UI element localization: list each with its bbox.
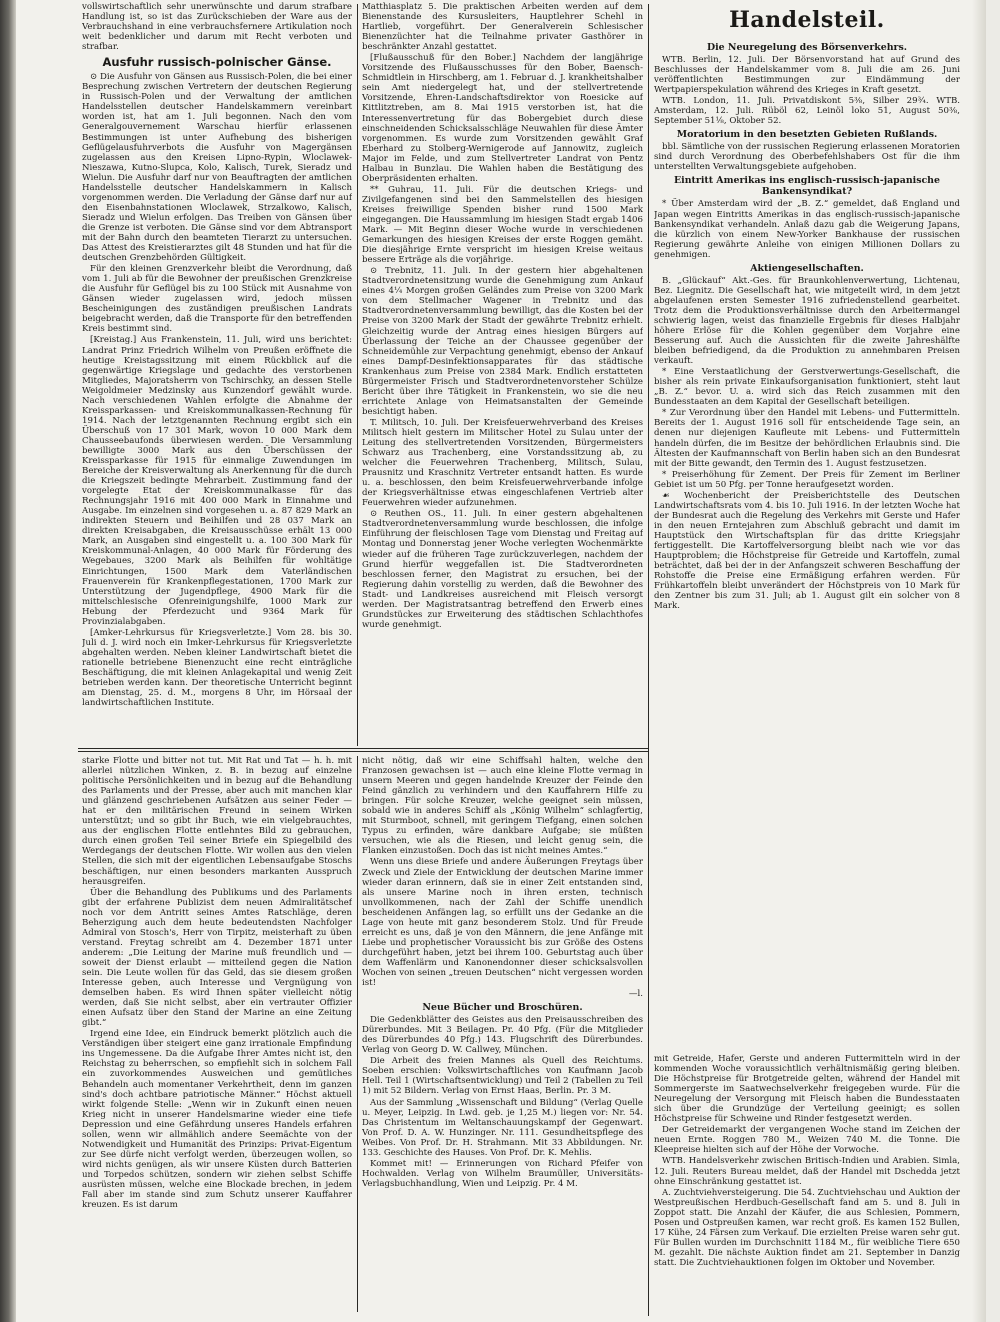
feuilleton-rule: [78, 751, 648, 752]
handelsteil-column: [654, 2, 960, 1052]
paragraph: ☙ Wochenbericht der Preisberichtstelle des Deutschen Landwirtschaftsrats vom 4. bis 10. Juli 1916. In der letzten Woche hat der Bundesrat auch die Regelung des Verkehrs mit Gerste und Hafer in den neuen Erntejahren zum Abschluß gebracht und damit im Hauptstück den Wirtschaftsplan für das dritte Kriegsjahr fertiggestellt. Die Kartoffelversorgung bleibt nach wie vor das Hauptproblem; die Höchstpreise für Getreide und Kartoffeln, zumal beträchtet, daß bei der in der Anfangszeit schweren Beschaffung der Rohstoffe die Preise eine Ermäßigung erfahren werden. Für Frühkartoffeln bleibt unverändert der Höchstpreis von 10 Mark für den Zentner bis zum 31. Juli; ab 1. August gilt ein solcher von 8 Mark.: [654, 490, 960, 612]
paragraph: * Eine Verstaatlichung der Gerstverwertungs-Gesellschaft, die bisher als rein private Einkaufsorganisation funktioniert, steht laut „B. Z.“ bevor. U. a. wird sich das Reich zusammen mit den Bundesstaaten an dem Kapital der Gesellschaft beteiligen.: [654, 367, 960, 408]
paragraph-zuchtvieh: A. Zuchtviehversteigerung. Die 54. Zuchtviehschau und Auktion der Westpreußischen Herdbuch-Gesellschaft fand am 5. und 8. Juli in Zoppot statt. Die Anzahl der Käufer, die aus Schlesien, Pommern, Posen und Ostpreußen kamen, war recht groß. Es kamen 152 Bullen, 17 Kühe, 24 Färsen zum Verkauf. Die erzielten Preise waren sehr gut. Für Bullen wurden im Durchschnitt 1184 M., für weibliche Tiere 650 M. gezahlt. Die nächste Auktion findet am 21. September in Danzig statt. Die Zuchtviehauktionen folgen im Oktober und November.: [654, 1187, 960, 1268]
book-entry: Die Gedenkblätter des Geistes aus den Preisausschreiben des Dürerbundes. Mit 3 Beilagen. Pr. 40 Pfg. (Für die Mitglieder des Dürerbundes 40 Pfg.) 143. Flugschrift des Dürerbundes. Verlag von Georg D. W. Callwey, München.: [362, 1015, 643, 1056]
paragraph: Über die Behandlung des Publikums und des Parlaments gibt der erfahrene Publizist dem neuen Admiralitätschef noch vor dem Antritt seines Amtes Ratschläge, deren Beherzigung auch dem heute bedeutendsten Nachfolger Admiral von Stosch's, Herr von Tirpitz, meisterhaft zu üben verstand. Freytag schreibt am 4. Dezember 1871 unter anderem: „Die Leitung der Marine muß freundlich und — soweit der Dienst erlaubt — mitteilend gegen die Nation sein. Die Leute wollen für das Geld, das sie diesem großen Interesse geben, auch Interesse und Vergnügung von demselben haben. Es wird Ihnen später vielleicht nötig werden, daß Sie nicht selbst, aber ein vertrauter Offizier einen Aufsatz über den Stand der Marine an eine Zeitung gibt.“: [82, 887, 352, 1029]
paragraph-militsch: T. Militsch, 10. Juli. Der Kreisfeuerwehrverband des Kreises Militsch hielt gestern im Militscher Hotel zu Sulau unter der Leitung des stellvertretenden Vorsitzenden, Bürgermeisters Schwarz aus Trachenberg, eine Vorstandssitzung ab, zu welcher die Feuerwehren Trachenberg, Militsch, Sulau, Prausnitz und Kraschnitz Vertreter entsandt hatten. Es wurde u. a. beschlossen, den beim Kreisfeuerwehrverbande infolge der Kriegsverhältnisse etwas eingeschlafenen Vertrieb alter Feuerwehren wieder aufzunehmen.: [362, 417, 643, 509]
paragraph-indien-arabien: WTB. Handelsverkehr zwischen Britisch-Indien und Arabien. Simla, 12. Juli. Reuters Bureau meldet, daß der Handel mit Dschedda jetzt ohne Einschränkung gestattet ist.: [654, 1156, 960, 1187]
handelsteil-column-lower: [654, 1054, 960, 1312]
upper-column-2: [362, 2, 643, 746]
section-masthead: Handelsteil.: [729, 7, 885, 33]
article-continuation: starke Flotte und bitter not tut. Mit Rat und Tat — h. h. mit allerlei nützlichen Winken, z. B. in bezug auf einzelne politische Persönlichkeiten und in bezug auf die Behandlung des Parlaments und der Presse, aber auch mit manchen klar und glänzend geschriebenen Aufsätzen aus seiner Feder — hat er den militärischen Freund in seinem Wirken unterstützt; und so gibt ihr Buch, wie ein vielgebrauchtes, aus der englischen Flotte entlehntes Bild zu gebrauchen, durch einen großen Teil seiner Briefe ein Spiegelbild des Werdegangs der deutschen Flotte. Wir wollen aus den vielen Stellen, die sich mit der eigentlichen Lebensaufgabe Stoschs beschäftigen, nur einen besonders markanten Ausspruch herausgreifen.: [82, 756, 352, 887]
column-rule: [357, 756, 358, 1312]
newspaper-page: [16, 0, 986, 1322]
paragraph-flussausschuss: [Flußausschuß für den Bober.] Nachdem der langjährige Vorsitzende des Flußausschusses für den Bober, Baensch-Schmidtlein in Hirschberg, am 1. Februar d. J. krankheitshalber sein Amt niedergelegt hat, und der stellvertretende Vorsitzende, Ehren-Landschaftsdirektor von Roesicke auf Kittlitztreben, am 8. Mai 1915 verstorben ist, hat die Interessenvertretung für das Bobergebiet durch diese einschneidenden Schicksalsschläge Neuwahlen für diese Ämter vorgenommen. Es wurde zum Vorsitzenden gewählt Graf Eberhard zu Stolberg-Wernigerode auf Jannowitz, zugleich Major im Felde, und zum Stellvertreter Landrat von Pentz Halbau in Bunzlau. Die Wahlen haben die Bestätigung des Oberpräsidenten erhalten.: [362, 53, 643, 184]
book-entry: Aus der Sammlung „Wissenschaft und Bildung“ (Verlag Quelle u. Meyer, Leipzig. In Lwd. geb. je 1,25 M.) liegen vor: Nr. 54. Das Christentum im Weltanschauungskampf der Gegenwart. Von Prof. D. A. W. Hunzinger. Nr. 111. Gesundheitspflege des Weibes. Von Prof. Dr. H. Strahmann. Mit 33 Abbildungen. Nr. 133. Geschichte des Hauses. Von Prof. Dr. K. Mehlis.: [362, 1097, 643, 1158]
section-heading: Eintritt Amerikas ins englisch-russisch-japanische Bankensyndikat?: [674, 175, 940, 198]
paragraph: WTB. London, 11. Juli. Privatdiskont 5⅜, Silber 29¾. WTB. Amsterdam, 12. Juli. Rüböl 62, Leinöl loko 51, August 50⅜, September 51⅛, Oktober 52.: [654, 96, 960, 127]
paragraph-guhrau: ** Guhrau, 11. Juli. Für die deutschen Kriegs- und Zivilgefangenen sind bei den Sammelstellen des hiesigen Kreises freiwillige Spenden bisher rund 1500 Mark eingegangen. Die Haussammlung im hiesigen Stadt ergab 1406 Mark. — Mit Beginn dieser Woche wurde in verschiedenen Gemarkungen des hiesigen Kreises der erste Roggen gemäht. Die diesjährige Ernte verspricht im hiesigen Kreise weitaus bessere Erträge als die vorjährige.: [362, 184, 643, 266]
author-signature: —l.: [628, 989, 643, 1000]
book-entry: Kommet mit! — Erinnerungen von Richard Pfeifer von Hochwalden. Verlag von Wilhelm Braumüller, Universitäts-Verlagsbuchhandlung, Wien und Leipzig. Pr. 4 M.: [362, 1158, 643, 1189]
column-rule: [648, 4, 649, 1316]
column-rule: [357, 4, 358, 746]
paragraph: bbl. Sämtliche von der russischen Regierung erlassenen Moratorien sind durch Verordnung des Oberbefehlshabers Ost für die ihm unterstellten Verwaltungsgebiete aufgehoben.: [654, 142, 960, 173]
paragraph: * Preiserhöhung für Zement. Der Preis für Zement im Berliner Gebiet ist um 50 Pfg. per Tonne heraufgesetzt worden.: [654, 469, 960, 490]
book-entry: Die Arbeit des freien Mannes als Quell des Reichtums. Soeben erschien: Volkswirtschaftliches von Kaufmann Jacob Hell. Teil 1 (Wirtschaftsentwicklung) und Teil 2 (Tabellen zu Teil 1) mit 52 Bildern. Verlag von Ernst Haas, Berlin. Pr. 3 M.: [362, 1056, 643, 1097]
feuilleton-column-2: [362, 756, 643, 1312]
paragraph: Irgend eine Idee, ein Eindruck bemerkt plötzlich auch die Verständigen über steigert eine ganz irrationale Empfindung ins Ungemessene. Da die Aufgabe Ihrer Amtes nicht ist, den Reichstag zu beherrschen, so empfiehlt sich in solchem Fall ein zuvorkommendes Ausweichen und gemütliches Behandeln auch momentaner Verkehrtheit, denn im ganzen sind's doch achtbare patriotische Männer.“ Höchst aktuell wirkt folgende Stelle: „Wenn wir in Zukunft einen neuen Krieg nicht in unserer Handelsmarine wieder eine tiefe Depression und eine Gefährdung unseres Handels erfahren sollen, wenn wir allmählich andere Seemächte von der Notwendigkeit und Humanität des Prinzips: Privat-Eigentum zur See dürfe nicht verfolgt werden, überzeugen wollen, so wird nichts genügen, als wir unsere Küsten durch Batterien und Torpedos schützen, sondern wir ziehen selbst Schiffe ausrüsten müssen, welche eine Blockade brechen, in jedem Fall aber im stande sind zum Schutz unserer Kauffahrer kreuzen. Es ist darum: [82, 1029, 352, 1211]
paragraph: Wenn uns diese Briefe und andere Äußerungen Freytags über Zweck und Ziele der Entwicklung der deutschen Marine immer wieder daran erinnern, daß sie in einer Zeit entstanden sind, als unsere Marine noch in ihren ersten, technisch unvollkommenen, nach der Zahl der Schiffe unendlich bescheidenen Anfängen lag, so erfüllt uns der Gedanke an die Lage von heute mit ganz besonderem Stolz. Und für Freude erreicht es uns, daß je von den Männern, die jene Anfänge mit Liebe und prophetischer Voraussicht bis zur Größe des Ostens durchgeführt haben, jetzt bei ihrem 100. Geburtstag auch über dem Waffenlärm und Kanonendonner dieser schicksalsvollen Wochen von seinen „treuen Deutschen“ nicht vergessen worden ist!: [362, 857, 643, 989]
paragraph-kreistag: [Kreistag.] Aus Frankenstein, 11. Juli, wird uns berichtet: Landrat Prinz Friedrich Wilhelm von Preußen eröffnete die heutige Kreistagssitzung mit einem Rückblick auf die gegenwärtige Kriegslage und gedachte des verstorbenen Mitgliedes, Majoratsherrn von Tschirschky, an dessen Stelle Weigoldmeier Medzinsky aus Kunzendorf gewählt wurde. Nach verschiedenen Wahlen erfolgte die Abnahme der Kreissparkassen- und Kreiskommunalkassen-Rechnung für 1914. Nach der letztgenannten Rechnung ergibt sich ein Überschuß von 17 301 Mark, wovon 10 000 Mark dem Chausseebaufonds überwiesen werden. Die Versammlung bewilligte 3000 Mark aus den Überschüssen der Kreissparkasse für 1915 für einmalige Zuwendungen im Bereiche der Kreisverwaltung als Anerkennung für die durch die Kriegszeit bedingte Mehrarbeit. Zustimmung fand der vorgelegte Etat der Kreiskommunalkasse für das Rechnungsjahr 1916 mit 400 000 Mark in Einnahme und Ausgabe. Im einzelnen sind vorgesehen u. a. 87 829 Mark an indirekten Steuern und Beihilfen und 28 037 Mark an direkten Kreisabgaben, die Kreisausschüsse erhält 13 000 Mark, an Ausgaben sind eingestellt u. a. 100 300 Mark für Kreiskommunal-Anlagen, 40 000 Mark für Förderung des Wegebaues, 3200 Mark als Beihilfen für wohltätige Einrichtungen, 1500 Mark dem Vaterländischen Frauenverein für Krankenpflegestationen, 1700 Mark zur Unterstützung der Jugendpflege, 4900 Mark für die mittelschlesische Ofenreinigungshilfe, 1000 Mark zur Hebung der Pferdezucht und 9364 Mark für Provinzialabgaben.: [82, 335, 352, 627]
feuilleton-rule: [78, 748, 648, 749]
paragraph: ⊙ Die Ausfuhr von Gänsen aus Russisch-Polen, die bei einer Besprechung zwischen Vertretern der deutschen Regierung in Russisch-Polen und der Verwaltung der amtlichen Handelsstellen deutscher Handelskammern vereinbart worden ist, hat am 1. Juli begonnen. Nach den vom Generalgouvernement Warschau hierfür erlassenen Bestimmungen ist unter Aufhebung des bisherigen Geflügelausfuhrverbots die Ausfuhr von Magergänsen zugelassen aus den Kreisen Lipno-Rypin, Wloclawek-Nieszawa, Kutno-Slupca, Kolo, Kalisch, Turek, Sieradz und Wielun. Die Ausfuhr darf nur von Beauftragten der amtlichen Handelsstelle deutscher Handelskammern in Kalisch vorgenommen werden. Die Verladung der Gänse darf nur auf den Eisenbahnstationen Wloclawek, Strzalkowo, Kalisch, Sieradz und Wielun erfolgen. Das Treiben von Gänsen über die Grenze ist verboten. Die Gänse sind vor dem Abtransport mit der Bahn durch den beamteten Tierarzt zu untersuchen. Das Attest des Kreistierarztes gilt 48 Stunden und hat für die deutschen Grenzbehörden Gültigkeit.: [82, 72, 352, 264]
paragraph: * Über Amsterdam wird der „B. Z.“ gemeldet, daß England und Japan wegen Eintritts Amerikas in das englisch-russisch-japanische Bankensyndikat verhandeln. Anlaß dazu gab die Weigerung Japans, die kürzlich von einem New-Yorker Bankhause der russischen Regierung gewährte Anleihe von einigen Millionen Dollars zu genehmigen.: [654, 199, 960, 260]
paragraph-trebnitz: ⊙ Trebnitz, 11. Juli. In der gestern hier abgehaltenen Stadtverordnetensitzung wurde die Genehmigung zum Ankauf eines 4¼ Morgen großen Geländes zum Preise von 3200 Mark von dem Stellmacher Wagener in Trebnitz und das Stadtverordnetenversammlung bewilligt, das die Kosten bei der Preise von 3200 Mark der Stadt der gewährte Trebnitz erhielt. Gleichzeitig wurde der Antrag eines hiesigen Bürgers auf Überlassung der Teiche an der Chaussee gegenüber der Schneidemühle zur Verpachtung genehmigt, ebenso der Ankauf eines Dampf-Desinfektionsapparates für das städtische Krankenhaus zum Preise von 2384 Mark. Endlich erstatteten Bürgermeister Frisch und Stadtverordnetenvorsteher Schülze Bericht über ihre Tätigkeit in Frankenstein, wo sie die neu errichtete Anlage von Heimatsanstalten der Gemeinde besichtigt haben.: [362, 266, 643, 417]
upper-column-1: [82, 2, 352, 746]
page-edge-shadow: [972, 0, 986, 1322]
paragraph: Für den kleinen Grenzverkehr bleibt die Verordnung, daß vom 1. Juli ab für die Bewohner der preußischen Grenzkreise die Ausfuhr für Geflügel bis zu 100 Stück mit Ausnahme von Gänsen wieder zugelassen wird, jedoch müssen Bescheinigungen des zuständigen preußischen Landrats beigebracht werden, daß die Transporte für den betreffenden Kreis bestimmt sind.: [82, 264, 352, 335]
paragraph: WTB. Berlin, 12. Juli. Der Börsenvorstand hat auf Grund des Beschlusses der Handelskammer vom 8. Juli die am 26. Juni veröffentlichten Bestimmungen zur Eindämmung der Wertpapierspekulation während des Krieges in Kraft gesetzt.: [654, 55, 960, 96]
article-continuation: nicht nötig, daß wir eine Schiffsahl halten, welche den Franzosen gewachsen ist — auch eine kleine Flotte vermag in unsern Meeren und gegen handelnde Kreuzer der Feinde den Feind gänzlich zu verhindern und den Kauffahrern Hilfe zu bringen. Für solche Kreuzer, welche geeignet sein müssen, sobald wie in anderes Schiff als „König Wilhelm“ schlagfertig, mit Sturmboot, schnell, mit geringem Tiefgang, einen solchen Typus zu erfinden, wäre dankbare Aufgabe; sie müßten versuchen, wie als die Riesen, und leicht genug sein, die Flanken einzustoßen. Doch das ist nicht meines Amtes.“: [362, 756, 643, 857]
article-continuation: vollswirtschaftlich sehr unerwünschte und darum strafbare Handlung ist, so ist das Zurückschieben der Ware aus der Verbrauchshand in eine verbrauchsfernere Artikulation noch weit bedenklicher und darum mit Recht verboten und strafbar.: [82, 2, 352, 53]
book-binding-shadow: [0, 0, 16, 1322]
headline-neue-buecher: Neue Bücher und Broschüren.: [422, 1002, 583, 1014]
section-heading: Aktiengesellschaften.: [750, 262, 864, 274]
feuilleton-column-1: [82, 756, 352, 1312]
section-heading: Moratorium in den besetzten Gebieten Rußlands.: [676, 129, 938, 141]
article-continuation: Matthiasplatz 5. Die praktischen Arbeiten werden auf dem Bienenstande des Kursusleiters, Hauptlehrer Schehl in Hartlieb, vorgeführt. Der Generalverein Schlesischer Bienenzüchter hat die Teilnahme privater Gasthörer in beschränkter Anzahl gestattet.: [362, 2, 643, 53]
paragraph: * Zur Verordnung über den Handel mit Lebens- und Futtermitteln. Bereits der 1. August 1916 soll für entscheidende Tage sein, an denen nur diejenigen Kaufleute mit Lebens- und Futtermitteln handeln dürfen, die im Besitze der behördlichen Erlaubnis sind. Die Ältesten der Kaufmannschaft von Berlin haben sich an den Bundesrat mit der Bitte gewandt, den Termin des 1. August festzusetzen.: [654, 408, 960, 469]
article-continuation: mit Getreide, Hafer, Gerste und anderen Futtermitteln wird in der kommenden Woche voraussichtlich verhältnismäßig gering bleiben. Die Höchstpreise für Brotgetreide gelten, während der Handel mit Sommergerste im Saatwechselverkehr freigegeben wurde. Für die Neuregelung der Versorgung mit Fleisch haben die Bundesstaaten sich über die Grundzüge der Verteilung geeinigt; es sollen Höchstpreise für Schweine und Rinder festgesetzt werden.: [654, 1054, 960, 1125]
paragraph-imker: [Amker-Lehrkursus für Kriegsverletzte.] Vom 28. bis 30. Juli d. J. wird noch ein Imker-Lehrkursus für Kriegsverletzte abgehalten werden. Neben kleiner Landwirtschaft bietet die rationelle betriebene Bienenzucht eine recht einträgliche Beschäftigung, die mit kleinen Anlagekapital und wenig Zeit betrieben werden kann. Der theoretische Unterricht beginnt am Dienstag, 25. d. M., morgens 8 Uhr, im Hörsaal der landwirtschaftlichen Institute.: [82, 627, 352, 709]
paragraph: B. „Glückauf“ Akt.-Ges. für Braunkohlenverwertung, Lichtenau, Bez. Liegnitz. Die Gesellschaft hat, wie mitgeteilt wird, in dem jetzt abgelaufenen ersten Semester 1916 zufriedenstellend gearbeitet. Trotz dem die Produktionsverhältnisse durch den Arbeitermangel schwierig lagen, weist das finanzielle Ergebnis für dieses Halbjahr höhere Erlöse für die Kohlen gegenüber dem Vorjahre eine Besserung auf. Auch die Aussichten für die zweite Jahreshälfte bleiben befriedigend, da die Produktion zu annehmbaren Preisen verkauft.: [654, 275, 960, 367]
paragraph-beuthen: ⊙ Reuthen OS., 11. Juli. In einer gestern abgehaltenen Stadtverordnetenversammlung wurde beschlossen, die infolge Einführung der fleischlosen Tage vom Dienstag und Freitag auf Montag und Donnerstag jener Woche verlegten Wochenmärkte wieder auf die früheren Tage zurückzuverlegen, nachdem der Grund hierfür weggefallen ist. Die Stadtverordneten beschlossen ferner, den Magistrat zu ersuchen, bei der Regierung dahin vorstellig zu werden, daß die Bewohner des Stadt- und Landkreises ausreichend mit Fleisch versorgt werden. Der Magistratsantrag betreffend den Erwerb eines Grundstückes zur Erweiterung des städtischen Schlachthofes wurde genehmigt.: [362, 509, 643, 630]
paragraph: Der Getreidemarkt der vergangenen Woche stand im Zeichen der neuen Ernte. Roggen 780 M., Weizen 740 M. die Tonne. Die Kleepreise hielten sich auf der Höhe der Vorwoche.: [654, 1125, 960, 1156]
headline-gaense-ausfuhr: Ausfuhr russisch-polnischer Gänse.: [102, 55, 332, 70]
section-heading: Die Neuregelung des Börsenverkehrs.: [706, 42, 908, 53]
